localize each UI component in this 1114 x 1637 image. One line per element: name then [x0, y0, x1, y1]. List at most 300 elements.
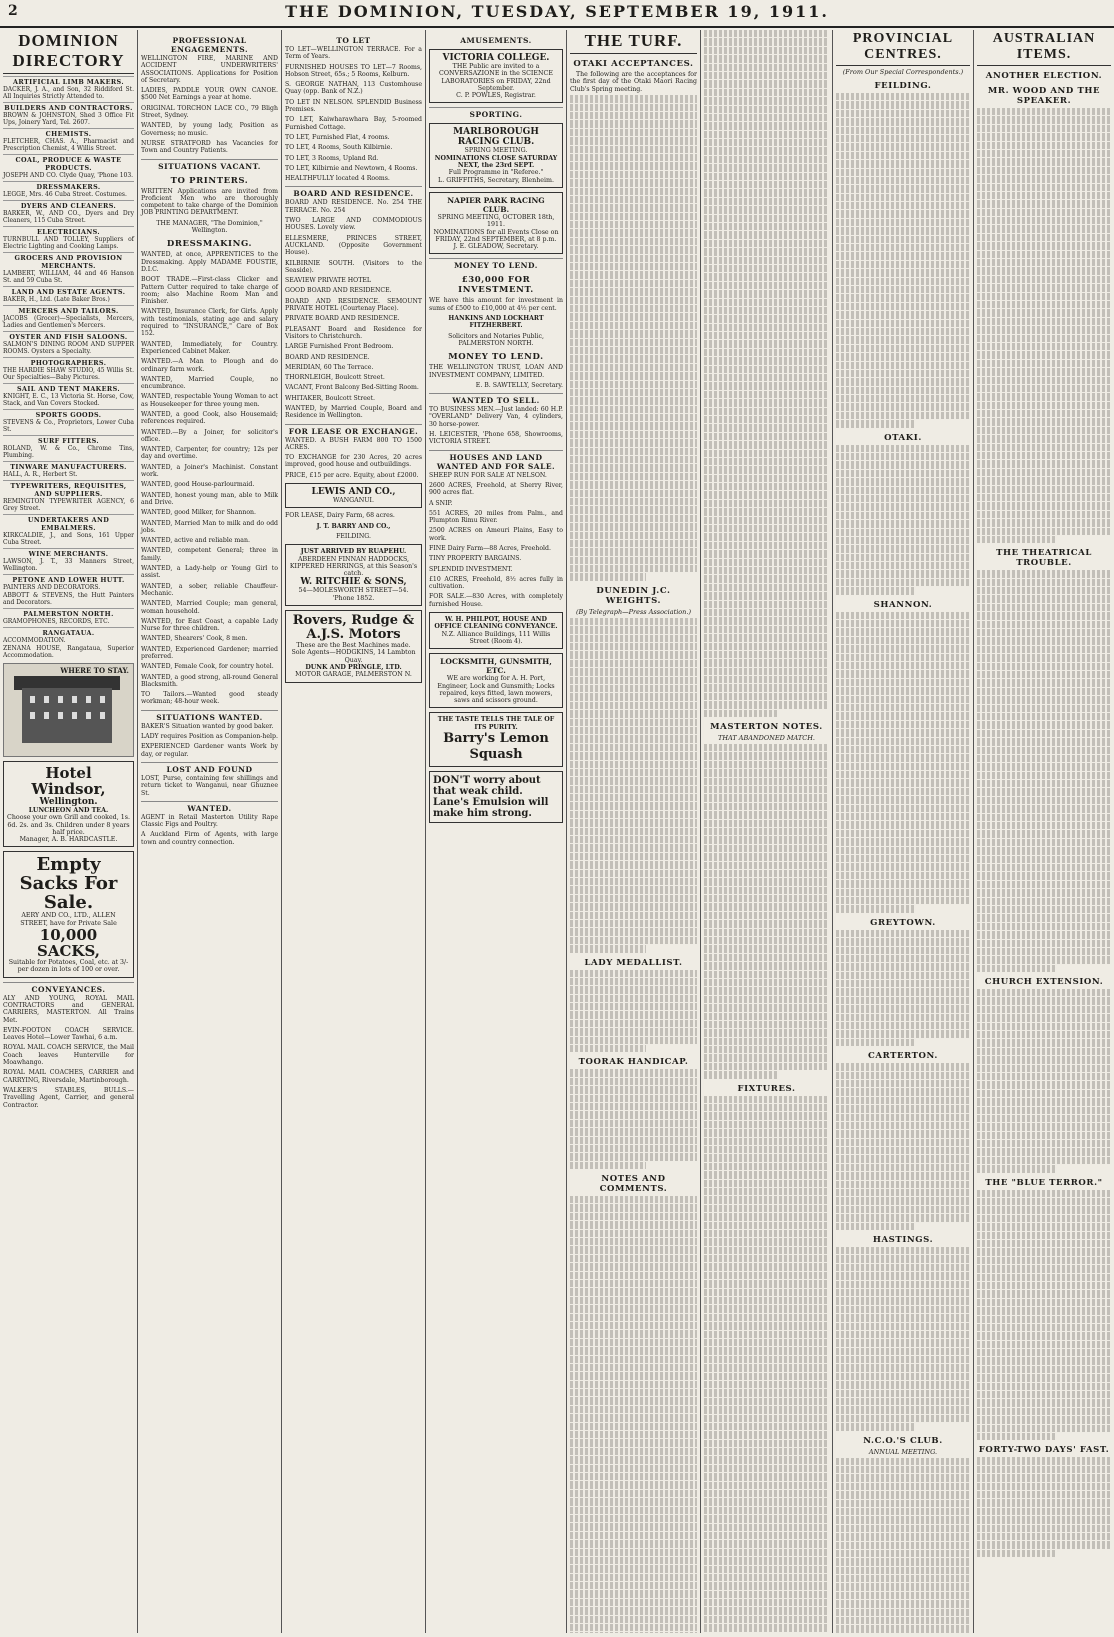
text-line: [977, 1408, 1111, 1415]
text-line: [570, 364, 697, 371]
text-line: [570, 735, 697, 742]
vacancy-ad: WANTED, for East Coast, a capable Lady Nurse for three children.: [141, 617, 278, 633]
text-line: [977, 1081, 1111, 1088]
text-line: [836, 1533, 970, 1540]
motors-headline: Rovers, Rudge & A.J.S. Motors: [292, 613, 415, 643]
text-line: [977, 184, 1111, 191]
conveyances-list: [3, 995, 134, 1109]
text-line: [704, 1046, 829, 1053]
lease-heading: FOR LEASE OR EXCHANGE.: [285, 424, 422, 436]
text-line: [704, 240, 829, 247]
text-line: [977, 1516, 1111, 1523]
text-line: [570, 213, 697, 220]
text-line: [977, 1541, 1111, 1548]
text-line: [570, 635, 697, 642]
text-line: [977, 301, 1111, 308]
text-line: [704, 290, 829, 297]
text-line: [977, 1383, 1111, 1390]
text-line: [704, 845, 829, 852]
text-line: [836, 395, 970, 402]
text-line: [836, 445, 970, 452]
text-line: [836, 1297, 970, 1304]
provincial-sub: (From Our Special Correspondents.): [842, 68, 964, 76]
text-line: [977, 579, 1111, 586]
text-line: [836, 1550, 970, 1557]
lend-heading: MONEY TO LEND.: [448, 352, 544, 363]
text-line: [704, 424, 829, 431]
text-line: [836, 838, 970, 845]
directory-entry: THE HARDIE SHAW STUDIO, 45 Willis St. Our Specialties—Baby Pictures.: [3, 367, 134, 381]
professional-list: [141, 55, 278, 155]
directory-category: DRESSMAKERS.: [3, 181, 134, 191]
text-line: [570, 515, 697, 522]
text-line: [836, 378, 970, 385]
text-line: [704, 139, 829, 146]
to-let-ad: TO LET, Kaiwharawhara Bay, 5-roomed Furnished Cottage.: [285, 116, 422, 131]
text-line: [570, 238, 697, 245]
text-line: [977, 654, 1111, 661]
text-line: [570, 1086, 697, 1093]
text-line: [570, 1111, 697, 1118]
text-line: [977, 175, 1111, 182]
text-line: [570, 1574, 697, 1581]
text-line: [836, 997, 970, 1004]
text-line: [570, 1204, 697, 1211]
text-line: [977, 1332, 1111, 1339]
text-line: [570, 179, 697, 186]
text-line: [977, 721, 1111, 728]
text-line: [977, 158, 1111, 165]
directory-list: [3, 76, 134, 659]
text-line: [704, 1356, 829, 1363]
text-line: [570, 1565, 697, 1572]
text-line: [570, 1095, 697, 1102]
text-line: [570, 422, 697, 429]
nco-club-body: [836, 1458, 970, 1633]
column-turf: [567, 30, 701, 1633]
text-line: [977, 587, 1111, 594]
board-ad: KILBIRNIE SOUTH. (Visitors to the Seaside).: [285, 259, 422, 274]
text-line: [836, 1122, 970, 1129]
text-line: [704, 1456, 829, 1463]
text-line: [704, 584, 829, 591]
text-line: [570, 903, 697, 910]
text-line: [977, 1090, 1111, 1097]
text-line: [570, 794, 697, 801]
hotel-city: Wellington.: [39, 797, 98, 807]
text-line: [977, 242, 1111, 249]
hotel-meals: LUNCHEON AND TEA.: [28, 807, 109, 814]
text-line: [977, 797, 1111, 804]
text-line: [704, 1238, 829, 1245]
text-line: [704, 1263, 829, 1270]
nco-club-sub: ANNUAL MEETING.: [868, 1447, 938, 1456]
text-line: [704, 55, 829, 62]
column-provincial: [833, 30, 974, 1633]
board-ad: WHITAKER, Boulcott Street.: [285, 394, 376, 402]
text-line: [704, 1129, 829, 1136]
text-line: [977, 225, 1111, 232]
text-line: [704, 853, 829, 860]
text-line: [704, 72, 829, 79]
text-line: [836, 1039, 916, 1046]
text-line: [704, 634, 829, 641]
text-line: [836, 1348, 970, 1355]
directory-category: SURF FITTERS.: [3, 435, 134, 445]
text-line: [570, 120, 697, 127]
text-line: [836, 1390, 970, 1397]
directory-category: GROCERS AND PROVISION MERCHANTS.: [3, 252, 134, 270]
house-land-ad: 2600 ACRES, Freehold, at Sherry River, 900 acres flat.: [429, 481, 563, 497]
speaker-body: [977, 108, 1111, 543]
text-line: [570, 1473, 697, 1480]
dunedin-body: [570, 618, 697, 953]
text-line: [836, 1005, 970, 1012]
text-line: [977, 881, 1111, 888]
text-line: [570, 685, 697, 692]
column-masterton: [701, 30, 833, 1633]
text-line: [570, 1045, 646, 1052]
locksmith-title: LOCKSMITH, GUNSMITH, ETC.: [440, 657, 552, 676]
text-line: [570, 1103, 697, 1110]
house-land-ad: TINY PROPERTY BARGAINS.: [429, 555, 522, 563]
text-line: [570, 870, 697, 877]
vacancy-ad: WANTED, Married Couple, no encumbrance.: [141, 375, 278, 391]
text-line: [836, 628, 970, 635]
text-line: [977, 251, 1111, 258]
sale-ad: H. LEICESTER, 'Phone 658, Showrooms, VICTORIA STREET.: [429, 431, 563, 446]
text-line: [836, 980, 970, 987]
trust-secretary: E. B. SAWTELLY, Secretary.: [475, 381, 563, 389]
text-line: [704, 450, 829, 457]
text-line: [836, 721, 970, 728]
text-line: [570, 1196, 697, 1203]
text-line: [570, 1020, 697, 1027]
text-line: [977, 142, 1111, 149]
text-line: [570, 643, 697, 650]
text-line: [836, 210, 970, 217]
text-line: [704, 559, 829, 566]
text-line: [836, 495, 970, 502]
text-line: [570, 1137, 697, 1144]
text-line: [977, 326, 1111, 333]
column-to-let: [282, 30, 426, 1633]
text-line: [836, 169, 970, 176]
text-line: [570, 523, 697, 530]
text-line: [704, 47, 829, 54]
board-ad: GOOD BOARD AND RESIDENCE.: [285, 287, 392, 295]
text-line: [836, 554, 970, 561]
text-line: [570, 506, 697, 513]
directory-category: OYSTER AND FISH SALOONS.: [3, 331, 134, 341]
board-ad: TWO LARGE AND COMMODIOUS HOUSES. Lovely view.: [285, 217, 422, 232]
text-line: [704, 979, 829, 986]
text-line: [977, 276, 1111, 283]
text-line: [570, 431, 697, 438]
text-line: [836, 1415, 970, 1422]
text-line: [704, 761, 829, 768]
text-line: [977, 133, 1111, 140]
text-line: [977, 1391, 1111, 1398]
text-line: [704, 357, 829, 364]
investment-text: WE have this amount for investment in sums of £500 to £10,000 at 4½ per cent.: [429, 297, 563, 312]
text-line: [704, 769, 829, 776]
blue-terror-body: [977, 1190, 1111, 1441]
directory-entry: KIRKCALDIE, J., and Sons, 161 Upper Cuba Street.: [3, 532, 134, 546]
board-ad: THORNLEIGH, Boulcott Street.: [285, 374, 385, 382]
text-line: [836, 889, 970, 896]
text-line: [704, 483, 829, 490]
text-line: [836, 261, 970, 268]
directory-entry: BROWN & JOHNSTON, Shed 3 Office Fit Ups, Joinery Yard, Tel. 2607.: [3, 112, 134, 126]
text-line: [836, 687, 970, 694]
text-line: [704, 475, 829, 482]
professional-ad: ORIGINAL TORCHON LACE CO., 79 Bligh Street, Sydney.: [141, 104, 278, 120]
church-body: [977, 989, 1111, 1173]
column-directory: [0, 30, 138, 1633]
house-land-ad: A SNIP.: [429, 499, 453, 507]
text-line: [977, 679, 1111, 686]
text-line: [704, 1096, 829, 1103]
otaki-text: The following are the acceptances for the first day of the Otaki Maori Racing Club's Spring meeting.: [570, 71, 697, 93]
conveyance-ad: ROYAL MAIL COACH SERVICE, the Mail Coach leaves Hunterville for Moawhango.: [3, 1044, 134, 1067]
text-line: [570, 372, 697, 379]
text-line: [704, 962, 829, 969]
text-line: [704, 752, 829, 759]
directory-entry: JACOBS (Grocer)—Specialists, Mercers, Ladies and Gentlemen's Mercers.: [3, 315, 134, 329]
text-line: [570, 844, 697, 851]
text-line: [977, 1073, 1111, 1080]
lost-found-ad: LOST, Purse, containing few shillings and return ticket to Wanganui, near Ghuznee St.: [141, 774, 278, 797]
newspaper-title: THE DOMINION, TUESDAY, SEPTEMBER 19, 1911.: [285, 2, 829, 21]
text-line: [836, 520, 970, 527]
text-line: [704, 1054, 829, 1061]
text-line: [977, 1533, 1111, 1540]
text-line: [836, 219, 970, 226]
text-line: [977, 469, 1111, 476]
text-line: [977, 830, 1111, 837]
text-line: [570, 995, 697, 1002]
to-let-ad: TO LET, Kilbirnie and Newtown, 4 Rooms.: [285, 164, 418, 172]
text-line: [704, 1331, 829, 1338]
house-land-ad: SHEEP RUN FOR SALE AT NELSON.: [429, 471, 547, 479]
column-amusements: [426, 30, 567, 1633]
text-line: [570, 727, 697, 734]
text-line: [570, 355, 697, 362]
text-line: [570, 719, 697, 726]
text-line: [704, 1038, 829, 1045]
text-line: [704, 668, 829, 675]
text-line: [704, 508, 829, 515]
text-line: [704, 525, 829, 532]
situation-wanted-ad: LADY requires Position as Companion-help.: [141, 733, 278, 741]
to-let-ad: FURNISHED HOUSES TO LET—7 Rooms, Hobson Street, 65s.; 5 Rooms, Kelburn.: [285, 63, 422, 78]
printers-manager: THE MANAGER, "The Dominion," Wellington.: [156, 219, 263, 235]
text-line: [704, 803, 829, 810]
text-line: [704, 887, 829, 894]
text-line: [570, 945, 646, 952]
text-line: [570, 693, 697, 700]
text-line: [977, 713, 1111, 720]
fast-body: [977, 1457, 1111, 1557]
text-line: [977, 780, 1111, 787]
text-line: [704, 684, 829, 691]
text-line: [704, 1515, 829, 1522]
text-line: [704, 1004, 829, 1011]
directory-category: ELECTRICIANS.: [3, 226, 134, 236]
text-line: [704, 659, 829, 666]
text-line: [704, 617, 829, 624]
text-line: [836, 1331, 970, 1338]
provincial-place-body: [836, 93, 970, 428]
text-line: [704, 862, 829, 869]
board-ad: SEAVIEW PRIVATE HOTEL: [285, 277, 371, 285]
text-line: [704, 710, 779, 717]
marlborough-ad: [429, 123, 563, 187]
text-line: [570, 464, 697, 471]
text-line: [836, 704, 970, 711]
text-line: [570, 1162, 646, 1169]
text-line: [704, 1599, 829, 1606]
board-ad: VACANT, Front Balcony Bed-Sitting Room.: [285, 384, 419, 392]
text-line: [570, 660, 697, 667]
text-line: [570, 1011, 697, 1018]
professional-ad: LADIES, PADDLE YOUR OWN CANOE. $500 Net Earnings a year at home.: [141, 87, 278, 102]
text-line: [570, 1255, 697, 1262]
text-line: [977, 234, 1111, 241]
text-line: [570, 280, 697, 287]
text-line: [977, 1474, 1111, 1481]
philpot-text: W. H. PHILPOT, HOUSE AND OFFICE CLEANING CONVEYANCE.: [434, 616, 558, 631]
text-line: [836, 796, 970, 803]
text-line: [704, 399, 829, 406]
text-line: [977, 898, 1111, 905]
masterton-sub: THAT ABANDONED MATCH.: [718, 734, 815, 743]
directory-category: LAND AND ESTATE AGENTS.: [3, 286, 134, 296]
text-line: [704, 1188, 829, 1195]
text-line: [570, 1397, 697, 1404]
wanted-ad: AGENT in Retail Masterton Utility Rape Classic Figs and Poultry.: [141, 813, 278, 829]
text-line: [977, 1190, 1111, 1197]
to-let-ad: TO LET, 3 Rooms, Upland Rd.: [285, 154, 379, 162]
directory-entry: ABBOTT & STEVENS, the Hutt Painters and Decorators.: [3, 592, 134, 606]
text-line: [704, 609, 829, 616]
text-line: [836, 1458, 970, 1465]
text-line: [704, 1196, 829, 1203]
where-to-stay-label: WHERE TO STAY.: [60, 666, 129, 675]
text-line: [570, 668, 697, 675]
directory-category: PHOTOGRAPHERS.: [3, 357, 134, 367]
board-ad: PLEASANT Board and Residence for Visitors to Christchurch.: [285, 325, 422, 340]
situation-wanted-ad: EXPERIENCED Gardener wants Work by day, or regular.: [141, 743, 278, 758]
text-line: [977, 822, 1111, 829]
text-line: [570, 1238, 697, 1245]
directory-category: TYPEWRITERS, REQUISITES, AND SUPPLIERS.: [3, 480, 134, 498]
directory-entry: LAWSON, J. T., 33 Manners Street, Wellington.: [3, 558, 134, 572]
lost-found-heading: LOST AND FOUND: [141, 762, 278, 774]
text-line: [704, 416, 829, 423]
text-line: [836, 345, 970, 352]
text-line: [570, 1389, 697, 1396]
text-line: [977, 1349, 1111, 1356]
text-line: [836, 118, 970, 125]
sporting-heading: SPORTING.: [429, 107, 563, 119]
text-line: [704, 97, 829, 104]
text-line: [977, 1416, 1111, 1423]
text-line: [977, 965, 1057, 972]
ritchie-address: 54—MOLESWORTH STREET—54. 'Phone 1852.: [298, 587, 409, 602]
motors-ad: [285, 610, 422, 682]
text-line: [570, 1381, 697, 1388]
text-line: [570, 397, 697, 404]
text-line: [977, 150, 1111, 157]
text-line: [704, 1071, 779, 1078]
house-land-ad: FINE Dairy Farm—88 Acres, Freehold.: [429, 544, 551, 552]
directory-category: TINWARE MANUFACTURERS.: [3, 461, 134, 471]
barry-firm: J. T. BARRY AND CO.,: [316, 522, 391, 530]
text-line: [570, 339, 697, 346]
text-line: [570, 255, 697, 262]
text-line: [570, 702, 697, 709]
text-line: [570, 1246, 697, 1253]
text-line: [977, 1223, 1111, 1230]
text-line: [570, 1347, 697, 1354]
vacancy-ad: WANTED, Experienced Gardener; married preferred.: [141, 645, 278, 660]
text-line: [836, 1063, 970, 1070]
text-line: [704, 1255, 829, 1262]
text-line: [836, 1306, 970, 1313]
house-land-ad: 551 ACRES, 20 miles from Palm., and Plumpton Rimu River.: [429, 509, 563, 525]
text-line: [704, 945, 829, 952]
text-line: [977, 1031, 1111, 1038]
provincial-title: PROVINCIAL CENTRES.: [836, 30, 970, 66]
text-line: [570, 626, 697, 633]
text-line: [977, 1014, 1111, 1021]
text-line: [836, 420, 916, 427]
wanted-sell-heading: WANTED TO SELL.: [429, 393, 563, 405]
text-line: [836, 1022, 970, 1029]
text-line: [977, 1290, 1111, 1297]
text-line: [836, 1466, 970, 1473]
text-line: [704, 1557, 829, 1564]
text-line: [977, 989, 1111, 996]
text-line: [836, 972, 970, 979]
text-line: [704, 349, 829, 356]
text-line: [704, 1339, 829, 1346]
ritchie-firm: W. RITCHIE & SONS,: [300, 577, 407, 588]
text-line: [570, 970, 697, 977]
text-line: [570, 456, 697, 463]
college-signed: C. P. POWLES, Registrar.: [456, 92, 536, 100]
dressmaking-ad: WANTED, at once, APPRENTICES to the Dressmaking. Apply MADAME FOUSTIE, D.I.C.: [141, 251, 278, 273]
text-line: [704, 299, 829, 306]
text-line: [570, 861, 697, 868]
text-line: [836, 763, 970, 770]
text-line: [704, 1213, 829, 1220]
sacks-price: Suitable for Potatoes, Coal, etc. at 3/- per dozen in lots of 100 or over.: [8, 959, 129, 974]
text-line: [836, 1255, 970, 1262]
text-line: [704, 114, 829, 121]
text-line: [704, 1490, 829, 1497]
text-line: [704, 903, 829, 910]
turf-continued-body: [704, 30, 829, 717]
text-line: [704, 307, 829, 314]
lewis-city: WANGANUI.: [332, 497, 375, 505]
text-line: [977, 1265, 1111, 1272]
vacancy-ad: WANTED, a Joiner's Machinist. Constant work.: [141, 463, 278, 479]
college-name: VICTORIA COLLEGE.: [442, 53, 550, 63]
text-line: [570, 761, 697, 768]
